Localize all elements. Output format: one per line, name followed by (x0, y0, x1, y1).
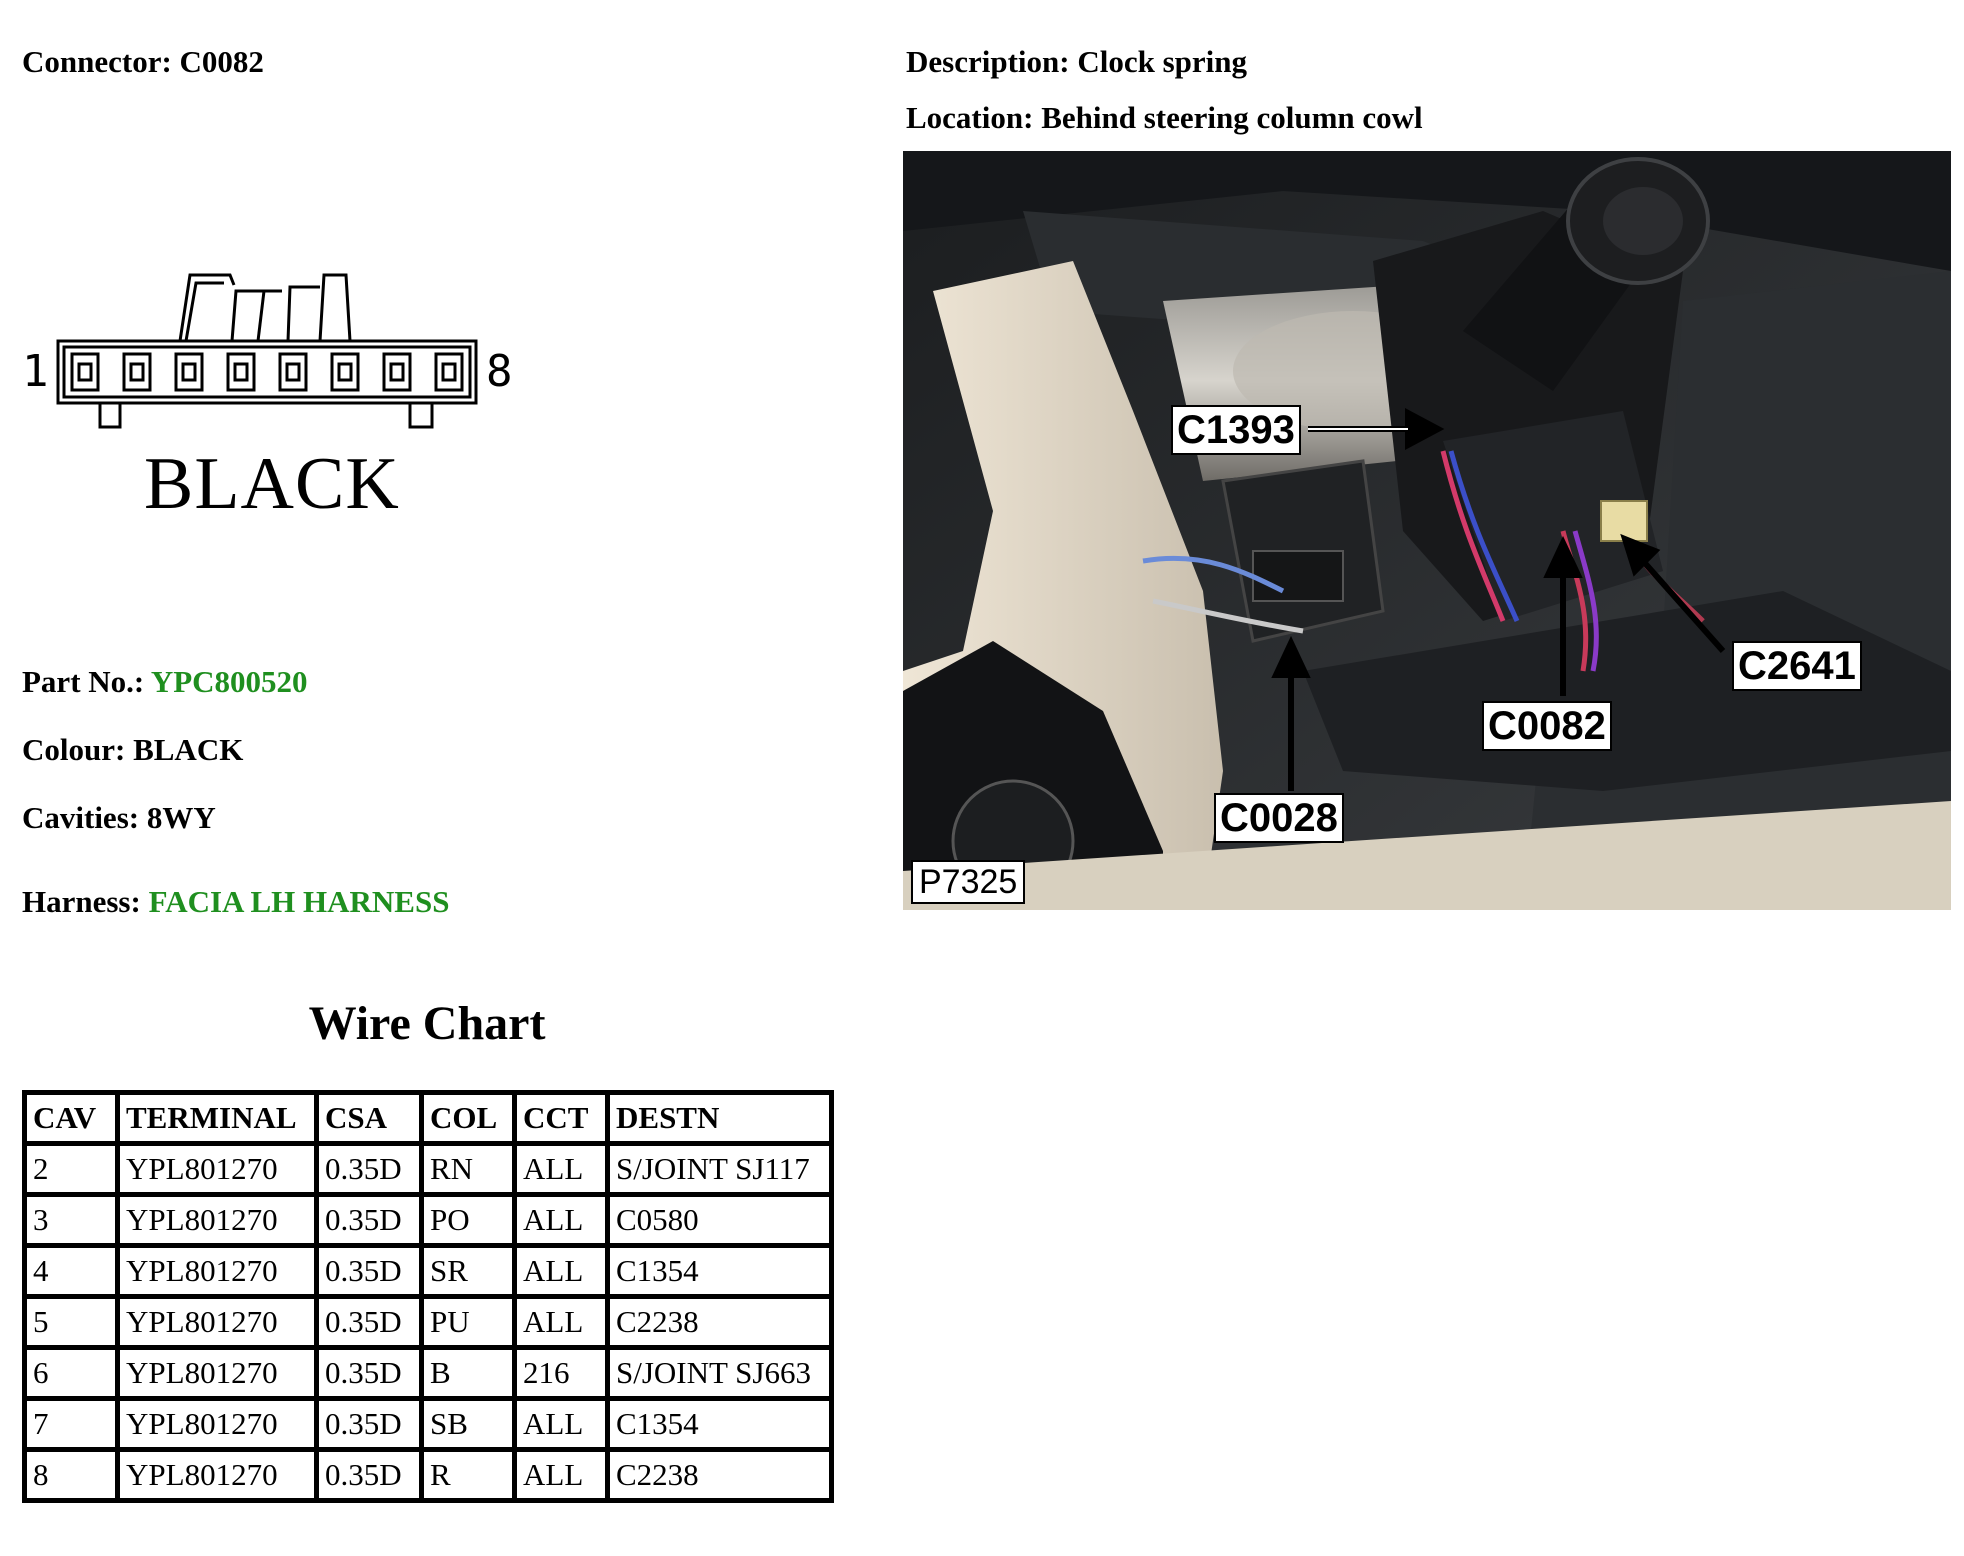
connector-value: C0082 (179, 44, 264, 79)
location-label: Location: (906, 100, 1034, 135)
pin-1-label: 1 (22, 346, 49, 397)
cell-terminal: YPL801270 (120, 1146, 314, 1192)
callout-c2641: C2641 (1732, 641, 1862, 691)
cell-col: SB (424, 1401, 512, 1447)
cell-cav: 7 (27, 1401, 115, 1447)
table-row (27, 1452, 829, 1498)
table-row (27, 1248, 829, 1294)
cell-cct: ALL (517, 1197, 605, 1243)
part-no-label: Part No.: (22, 664, 145, 699)
connector-field (22, 44, 264, 80)
harness-label: Harness: (22, 884, 141, 919)
connector-diagram (20, 255, 540, 535)
part-no-value[interactable]: YPC800520 (150, 664, 308, 699)
colour-field (22, 732, 243, 768)
cell-destn: C1354 (610, 1248, 829, 1294)
cell-col: B (424, 1350, 512, 1396)
cell-cav: 2 (27, 1146, 115, 1192)
cell-csa: 0.35D (319, 1401, 419, 1447)
cell-csa: 0.35D (319, 1197, 419, 1243)
column-header-col: COL (424, 1095, 512, 1141)
column-header-csa: CSA (319, 1095, 419, 1141)
cell-csa: 0.35D (319, 1350, 419, 1396)
cell-terminal: YPL801270 (120, 1197, 314, 1243)
cell-destn: C2238 (610, 1299, 829, 1345)
callout-c1393: C1393 (1171, 405, 1301, 455)
cell-cct: ALL (517, 1146, 605, 1192)
description-label: Description: (906, 44, 1070, 79)
wire-chart-table (22, 1090, 834, 1503)
cell-terminal: YPL801270 (120, 1248, 314, 1294)
cell-csa: 0.35D (319, 1452, 419, 1498)
cavities-value: 8WY (146, 800, 216, 835)
wire-chart-header-row (27, 1095, 829, 1141)
cell-cav: 6 (27, 1350, 115, 1396)
cell-destn: C2238 (610, 1452, 829, 1498)
cell-cav: 8 (27, 1452, 115, 1498)
cell-cav: 5 (27, 1299, 115, 1345)
cell-terminal: YPL801270 (120, 1350, 314, 1396)
column-header-terminal: TERMINAL (120, 1095, 314, 1141)
cell-cct: 216 (517, 1350, 605, 1396)
cell-destn: C0580 (610, 1197, 829, 1243)
diagram-color-label: BLACK (144, 443, 400, 525)
cell-cct: ALL (517, 1248, 605, 1294)
table-row (27, 1146, 829, 1192)
harness-field (22, 884, 449, 920)
connector-label: Connector: (22, 44, 172, 79)
colour-label: Colour: (22, 732, 126, 767)
pin-8-label: 8 (486, 346, 513, 397)
column-header-cct: CCT (517, 1095, 605, 1141)
wire-chart-title: Wire Chart (308, 997, 546, 1050)
cell-terminal: YPL801270 (120, 1401, 314, 1447)
cell-col: R (424, 1452, 512, 1498)
column-header-destn: DESTN (610, 1095, 829, 1141)
cell-destn: C1354 (610, 1401, 829, 1447)
callout-c0028: C0028 (1214, 793, 1344, 843)
location-photo (903, 151, 1951, 910)
cell-cav: 3 (27, 1197, 115, 1243)
table-row (27, 1401, 829, 1447)
part-no-field (22, 664, 308, 700)
cavities-label: Cavities: (22, 800, 140, 835)
callout-c0082: C0082 (1482, 701, 1612, 751)
cavities-field (22, 800, 216, 836)
description-value: Clock spring (1077, 44, 1248, 79)
cell-terminal: YPL801270 (120, 1452, 314, 1498)
column-header-cav: CAV (27, 1095, 115, 1141)
harness-value[interactable]: FACIA LH HARNESS (148, 884, 450, 919)
cell-col: SR (424, 1248, 512, 1294)
photo-reference-label: P7325 (911, 860, 1025, 904)
cell-csa: 0.35D (319, 1299, 419, 1345)
cell-col: RN (424, 1146, 512, 1192)
cell-csa: 0.35D (319, 1248, 419, 1294)
description-field (906, 44, 1247, 80)
cell-terminal: YPL801270 (120, 1299, 314, 1345)
location-field (906, 100, 1423, 136)
cell-col: PO (424, 1197, 512, 1243)
location-value: Behind steering column cowl (1041, 100, 1423, 135)
cell-col: PU (424, 1299, 512, 1345)
cell-destn: S/JOINT SJ117 (610, 1146, 829, 1192)
table-row (27, 1197, 829, 1243)
cell-cct: ALL (517, 1452, 605, 1498)
cell-csa: 0.35D (319, 1146, 419, 1192)
cell-cct: ALL (517, 1401, 605, 1447)
cell-destn: S/JOINT SJ663 (610, 1350, 829, 1396)
photo-illustration (903, 151, 1951, 910)
cell-cct: ALL (517, 1299, 605, 1345)
colour-value: BLACK (133, 732, 244, 767)
table-row (27, 1350, 829, 1396)
cell-cav: 4 (27, 1248, 115, 1294)
table-row (27, 1299, 829, 1345)
